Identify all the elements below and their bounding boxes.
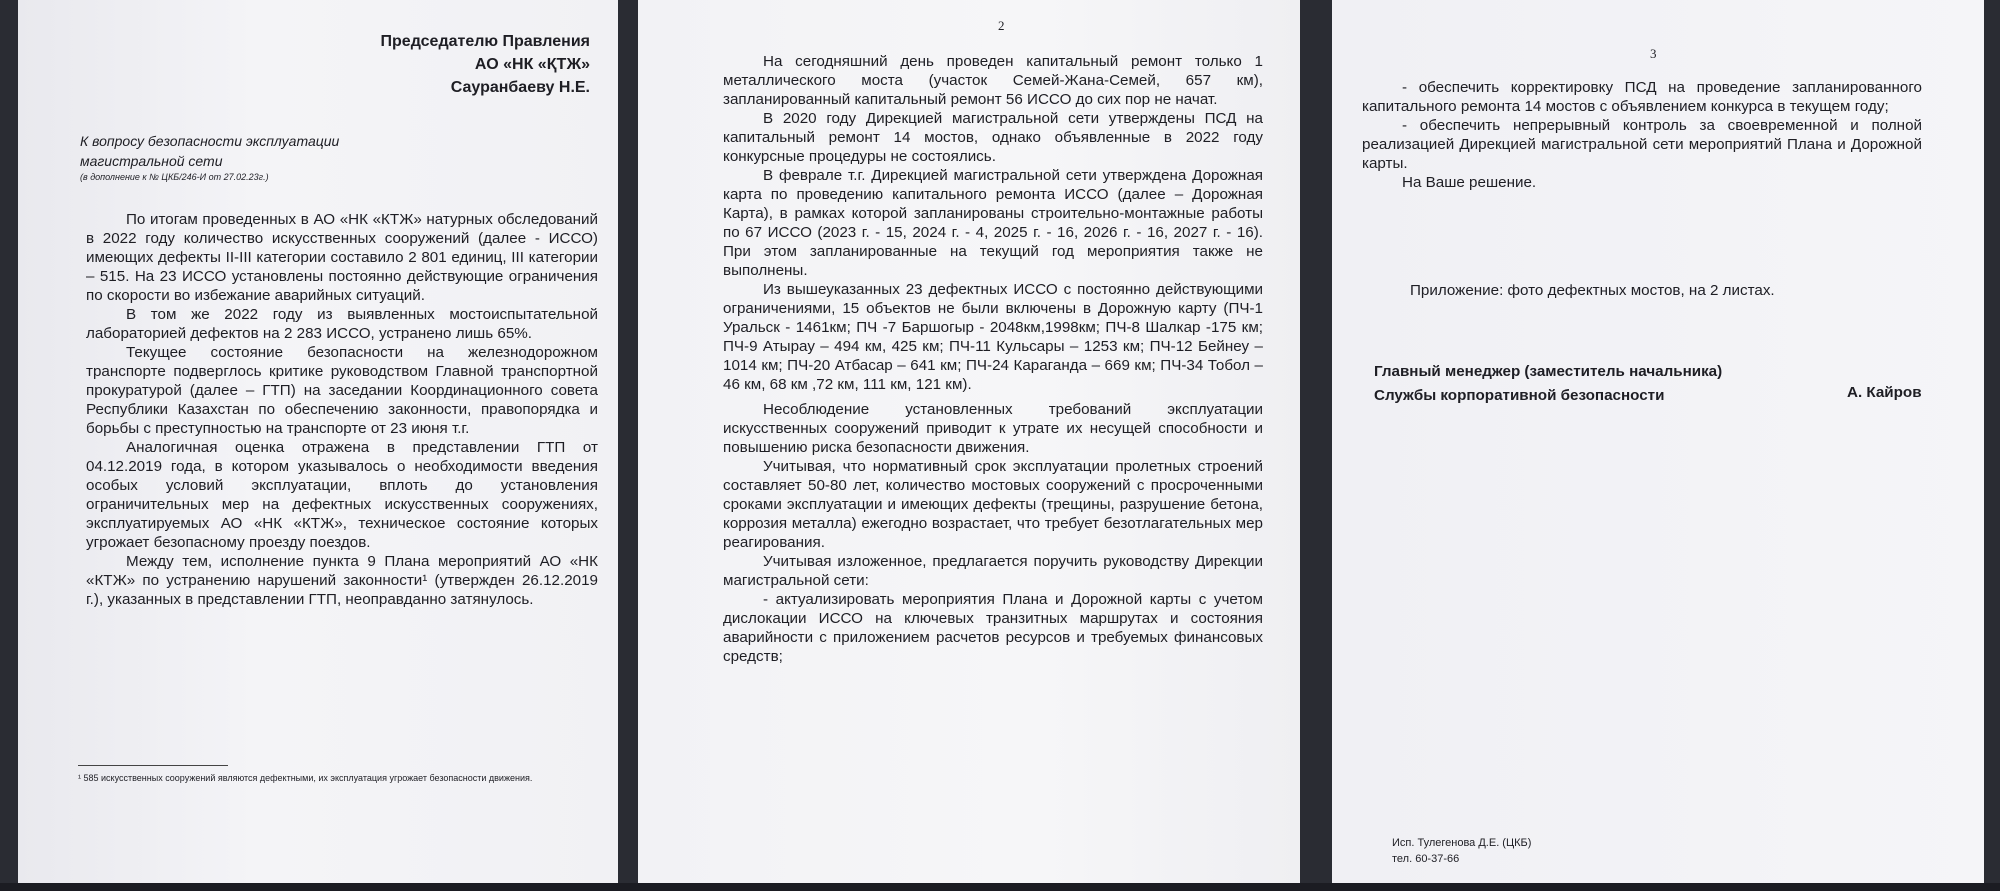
footnote: ¹ 585 искусственных сооружений являются дефектными, их эксплуатация угрожает безопасности движения. <box>78 773 533 783</box>
addressee-block <box>381 30 590 99</box>
document-page-2 <box>638 0 1300 891</box>
addressee-line: Сауранбаеву Н.Е. <box>450 79 590 96</box>
subject-line: К вопросу безопасности эксплуатации <box>80 133 340 149</box>
paragraph: Учитывая изложенное, предлагается поручить руководству Дирекции магистральной сети: <box>723 553 1263 589</box>
paragraph: На сегодняшний день проведен капитальный ремонт только 1 металлического моста (участок Семей-Жана-Семей, 657 км), запланированный капитальный ремонт 56 ИССО до сих пор не начат. <box>723 53 1263 108</box>
executor-phone: тел. 60-37-66 <box>1392 853 1460 865</box>
page3-body <box>1362 78 1922 192</box>
footnote-divider <box>78 765 228 766</box>
paragraph: - обеспечить корректировку ПСД на проведение запланированного капитального ремонта 14 мостов с объявлением конкурса в текущем году; <box>1362 79 1922 115</box>
addressee-line: АО «НК «ҚТЖ» <box>474 56 590 73</box>
paragraph: На Ваше решение. <box>1402 174 1537 191</box>
paragraph: Аналогичная оценка отражена в представлении ГТП от 04.12.2019 года, в котором указывалось о необходимости введения особых условий эксплуатации, вплоть до установления ограничительных мер на дефектных искусственных сооружениях, эксплуатируемых АО «НК «КТЖ», техническое состояние которых угрожает безопасному проезду поездов. <box>86 439 598 551</box>
signature-title <box>1374 360 1722 408</box>
document-page-3 <box>1332 0 1984 891</box>
subject-line: магистральной сети <box>80 153 223 169</box>
taskbar-strip <box>0 883 2000 891</box>
page2-body <box>723 52 1263 666</box>
paragraph: В феврале т.г. Дирекцией магистральной сети утверждена Дорожная карта по проведению капитального ремонта ИССО (далее – Дорожная Карта), в рамках которой запланированы строительно-монтажные работы по 67 ИССО (2023 г. - 15, 2024 г. - 4, 2025 г. - 16, 2026 г. - 16, 2027 г. - 16). При этом запланированные на текущий год мероприятия также не выполнены. <box>723 167 1263 279</box>
addressee-line: Председателю Правления <box>380 33 590 50</box>
paragraph: В 2020 году Дирекцией магистральной сети утверждены ПСД на капитальный ремонт 14 мостов, однако объявленные в 2022 году конкурсные процедуры не состоялись. <box>723 110 1263 165</box>
paragraph: Несоблюдение установленных требований эксплуатации искусственных сооружений приводит к утрате их несущей способности и повышению риска безопасности движения. <box>723 401 1263 456</box>
signature-name: А. Кайров <box>1847 384 1922 401</box>
paragraph: Текущее состояние безопасности на железнодорожном транспорте подверглось критике руководством Главной транспортной прокуратурой (далее – ГТП) на заседании Координационного совета Республики Казахстан по обеспечению законности, правопорядка и борьбы с преступностью на транспорте от 23 июня т.г. <box>86 344 598 437</box>
paragraph: По итогам проведенных в АО «НК «КТЖ» натурных обследований в 2022 году количество искусственных сооружений (далее - ИССО) имеющих дефекты II-III категории составило 2 801 единиц, III категории – 515. На 23 ИССО установлены постоянно действующие ограничения по скорости во избежание аварийных ситуаций. <box>86 211 598 304</box>
document-page-1 <box>18 0 618 891</box>
paragraph: Из вышеуказанных 23 дефектных ИССО с постоянно действующими ограничениями, 15 объектов не были включены в Дорожную карту (ПЧ-1 Уральск - 1461км; ПЧ -7 Баршогыр - 2048км,1998км; ПЧ-8 Шалкар -175 км; ПЧ-9 Атырау – 494 км, 425 км; ПЧ-11 Кульсары – 1253 км; ПЧ-12 Бейнеу – 1014 км; ПЧ-20 Атбасар – 641 км; ПЧ-24 Караганда – 669 км; ПЧ-34 Тобол – 46 км, 68 км ,72 км, 111 км, 121 км). <box>723 281 1263 393</box>
signature-title-line: Службы корпоративной безопасности <box>1374 387 1665 404</box>
executor-name: Исп. Тулегенова Д.Е. (ЦКБ) <box>1392 837 1532 849</box>
paragraph: - актуализировать мероприятия Плана и Дорожной карты с учетом дислокации ИССО на ключевых транзитных маршрутах и состояния аварийности с приложением расчетов ресурсов и требуемых финансовых средств; <box>723 591 1263 665</box>
page1-body <box>86 210 598 609</box>
paragraph: В том же 2022 году из выявленных мостоиспытательной лабораторией дефектов на 2 283 ИССО, устранено лишь 65%. <box>86 306 598 342</box>
subject-block <box>80 131 339 183</box>
signature-title-line: Главный менеджер (заместитель начальника) <box>1374 363 1723 380</box>
page-number: 2 <box>998 18 1005 33</box>
paragraph: - обеспечить непрерывный контроль за своевременной и полной реализацией Дирекцией магистральной сети мероприятий Плана и Дорожной карты. <box>1362 117 1922 172</box>
paragraph: Учитывая, что нормативный срок эксплуатации пролетных строений составляет 50-80 лет, количество мостовых сооружений с просроченными сроками эксплуатации и имеющих дефекты (трещины, разрушение бетона, коррозия металла) ежегодно возрастает, что требует безотлагательных мер реагирования. <box>723 458 1263 551</box>
attachment-line: Приложение: фото дефектных мостов, на 2 листах. <box>1410 282 1775 299</box>
subject-note: (в дополнение к № ЦКБ/246-И от 27.02.23г.) <box>80 172 269 182</box>
paragraph: Между тем, исполнение пункта 9 Плана мероприятий АО «НК «КТЖ» по устранению нарушений законности¹ (утвержден 26.12.2019 г.), указанных в представлении ГТП, неоправданно затянулось. <box>86 553 598 608</box>
page-number: 3 <box>1650 46 1657 61</box>
